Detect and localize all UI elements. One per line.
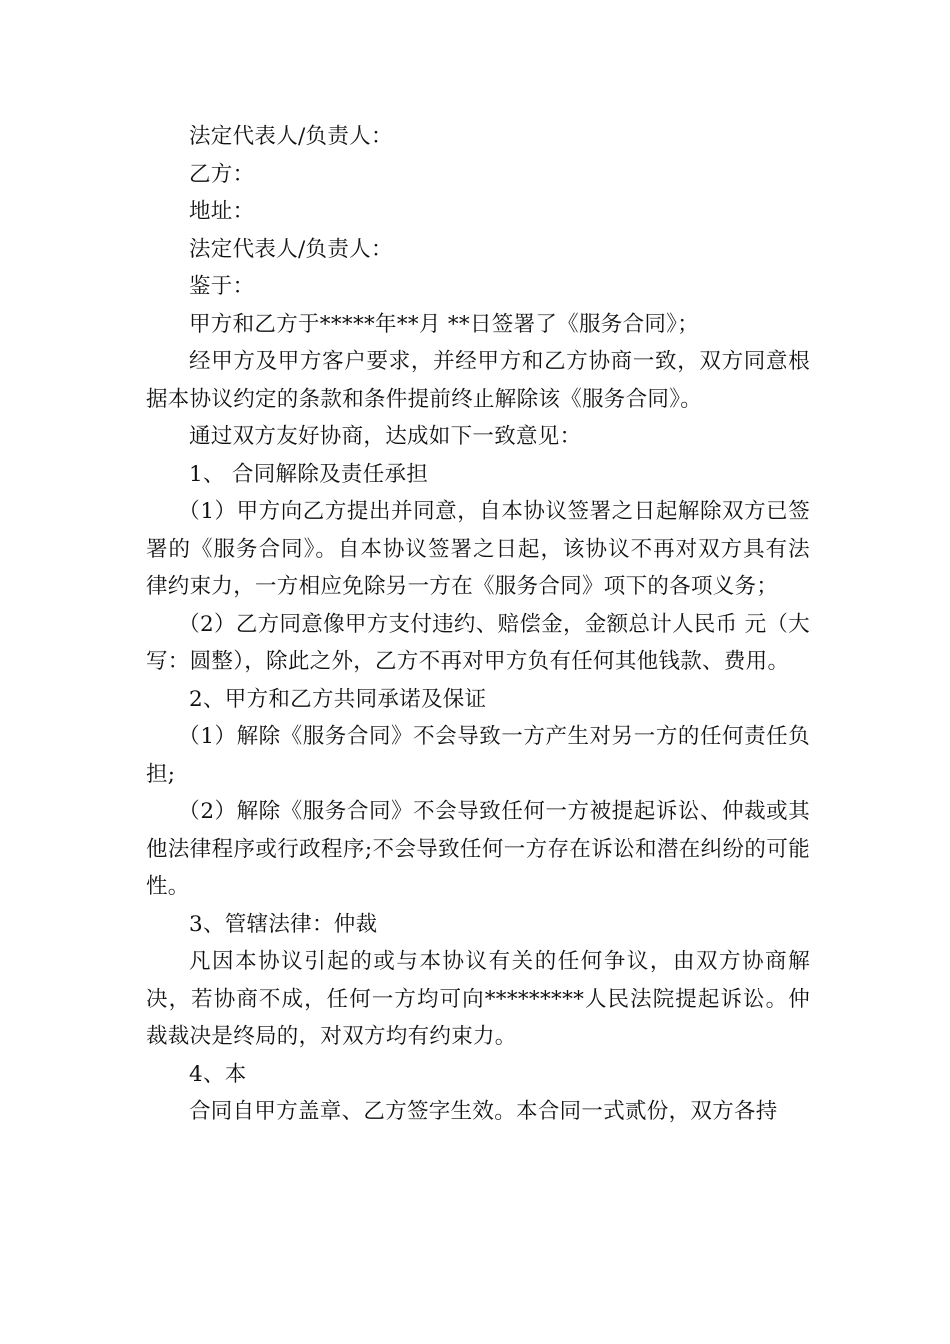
section-2-heading: 2、甲方和乙方共同承诺及保证 bbox=[189, 686, 487, 712]
whereas-heading: 鉴于： bbox=[189, 274, 255, 299]
clause-2-2: （2）解除《服务合同》不会导致任何一方被提起诉讼、仲裁或其他法律程序或行政程序;不会导致任何一方存在诉讼和潜在纠纷的可能性。 bbox=[146, 799, 810, 899]
legal-rep-party-b-line: 法定代表人/负责人： bbox=[189, 236, 393, 262]
clause-1-2: （2）乙方同意像甲方支付违约、赔偿金，金额总计人民币 元（大写：圆整），除此之外，乙方不再对甲方负有任何其他钱款、费用。 bbox=[146, 611, 810, 674]
section-1-heading: 1、 合同解除及责任承担 bbox=[189, 461, 429, 487]
termination-agreement-paragraph: 经甲方及甲方客户要求，并经甲方和乙方协商一致，双方同意根据本协议约定的条款和条件提前终止解除该《服务合同》。 bbox=[146, 349, 810, 412]
clause-2-1: （1）解除《服务合同》不会导致一方产生对另一方的任何责任负担; bbox=[146, 724, 810, 787]
section-3-heading: 3、管辖法律：仲裁 bbox=[189, 911, 378, 937]
party-b-line: 乙方： bbox=[189, 161, 255, 187]
legal-rep-party-a-line: 法定代表人/负责人： bbox=[189, 124, 393, 149]
document-body bbox=[146, 118, 810, 1131]
clause-1-1: （1）甲方向乙方提出并同意，自本协议签署之日起解除双方已签署的《服务合同》。自本协议签署之日起，该协议不再对双方具有法律约束力，一方相应免除另一方在《服务合同》项下的各项义务； bbox=[146, 499, 810, 599]
clause-4-body: 合同自甲方盖章、乙方签字生效。本合同一式贰份，双方各持 bbox=[189, 1099, 778, 1124]
signing-date-paragraph: 甲方和乙方于*****年**月 **日签署了《服务合同》； bbox=[189, 311, 700, 337]
clause-3-body: 凡因本协议引起的或与本协议有关的任何争议，由双方协商解决，若协商不成，任何一方均可向*********人民法院提起诉讼。仲裁裁决是终局的，对双方均有约束力。 bbox=[146, 949, 810, 1049]
section-4-heading: 4、本 bbox=[189, 1061, 247, 1087]
consensus-intro-paragraph: 通过双方友好协商，达成如下一致意见： bbox=[189, 424, 582, 449]
address-line: 地址： bbox=[189, 199, 255, 224]
